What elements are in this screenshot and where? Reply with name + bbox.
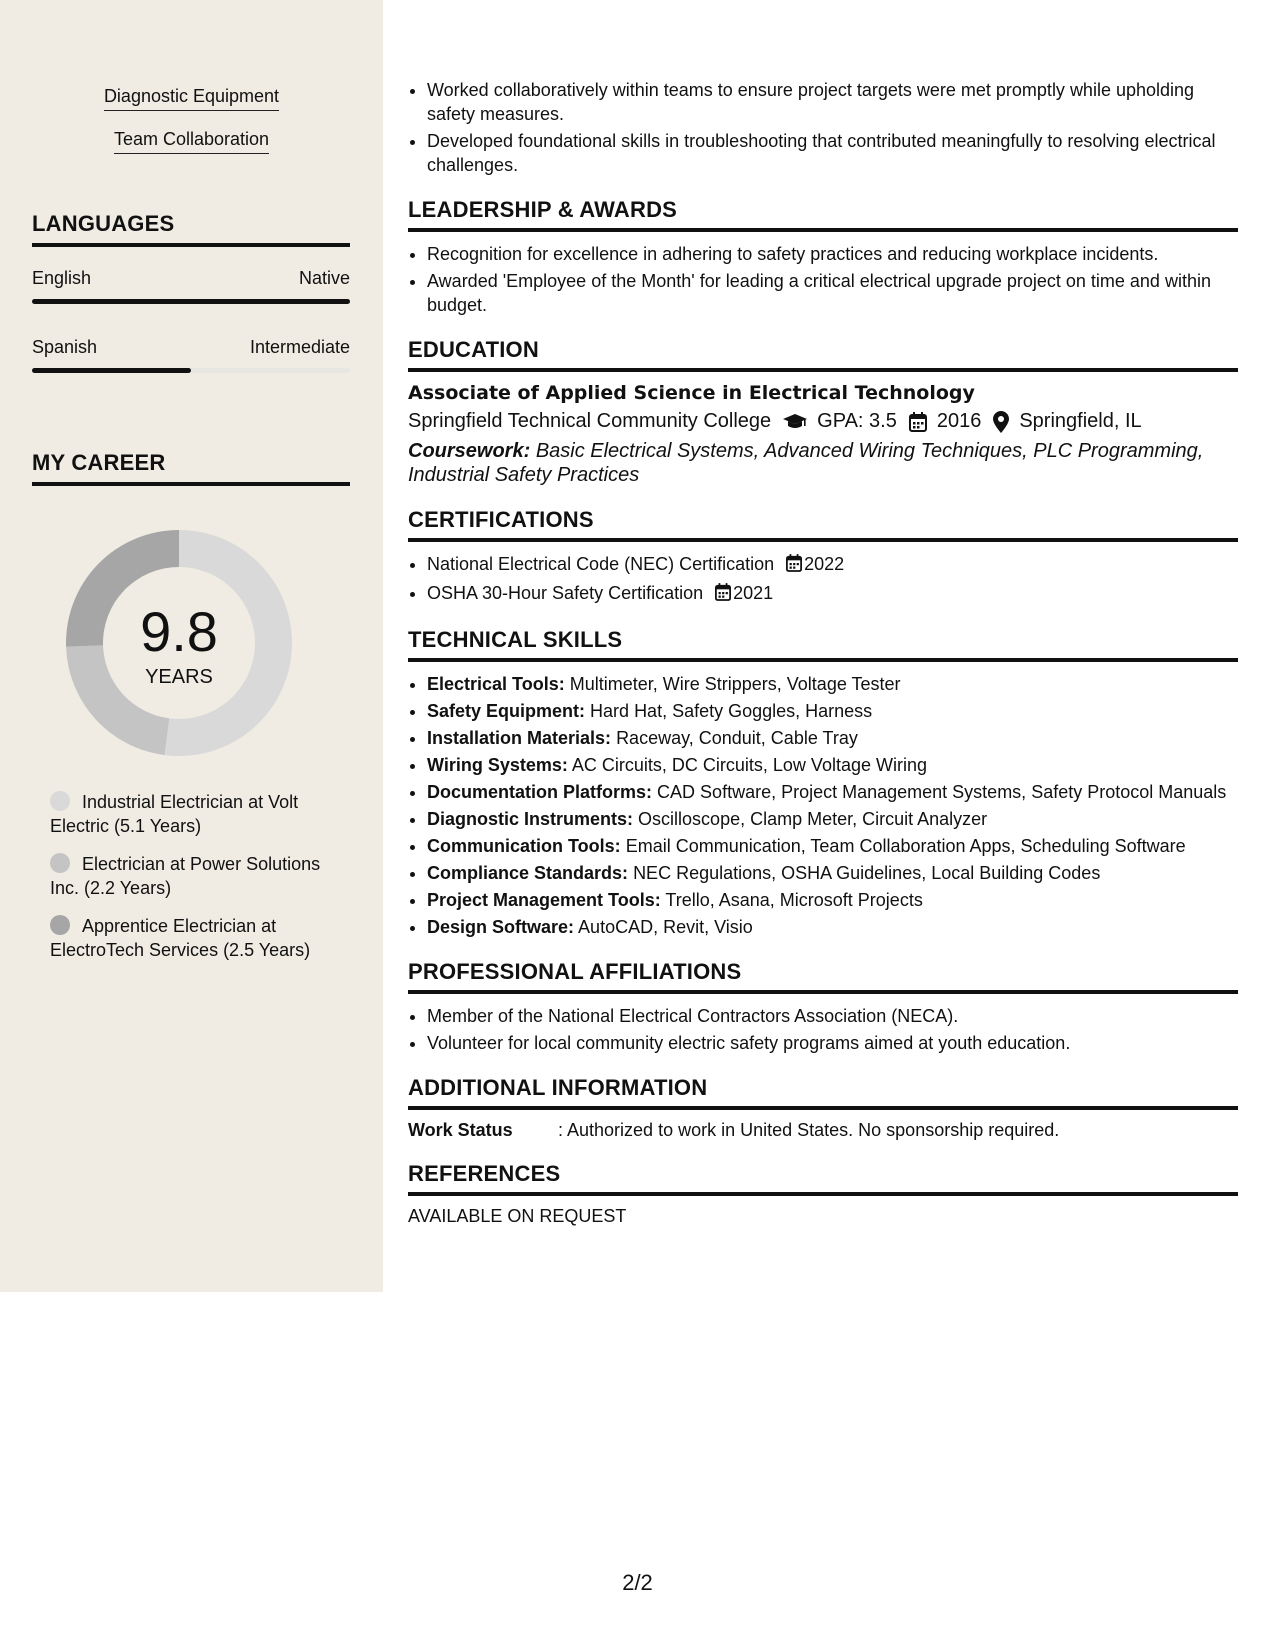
references-text: AVAILABLE ON REQUEST [408,1206,627,1226]
affiliations-heading: PROFESSIONAL AFFILIATIONS [408,959,1238,994]
skill-value: Email Communication, Team Collaboration Apps, Scheduling Software [625,836,1186,856]
career-total-value: 9.8 [140,599,218,663]
skill-value: AutoCAD, Revit, Visio [578,917,753,937]
career-item-label: Industrial Electrician at Volt Electric (5.1 Years) [50,792,299,836]
career-item-label: Electrician at Power Solutions Inc. (2.2 Years) [50,854,321,898]
certification-name: OSHA 30-Hour Safety Certification [427,583,704,603]
leadership-heading: LEADERSHIP & AWARDS [408,197,1238,232]
technical-skills-list [408,672,1238,939]
skill-item [427,726,1238,750]
list-item: • Member of the National Electrical Contractors Association (NECA). [427,1004,1238,1028]
career-item [50,914,340,962]
skill-label: Safety Equipment: [427,701,586,721]
skill-label: Project Management Tools: [427,890,661,910]
page-number: 2/2 [622,1570,653,1595]
skill-value: CAD Software, Project Management Systems, Safety Protocol Manuals [657,782,1227,802]
language-name: Spanish [32,337,98,357]
legend-dot-icon [50,791,70,811]
skill-item [427,753,1238,777]
language-bar-english [32,299,350,304]
language-bar-fill [32,368,191,373]
languages-heading: LANGUAGES [32,211,350,247]
calendar-icon [909,412,927,432]
certifications-heading: CERTIFICATIONS [408,507,1238,542]
legend-dot-icon [50,853,70,873]
skill-label: Diagnostic Instruments: [427,809,634,829]
skill-value: Trello, Asana, Microsoft Projects [665,890,923,910]
career-item [50,852,340,900]
work-status-value: : Authorized to work in United States. No sponsorship required. [558,1120,1060,1140]
skill-label: Wiring Systems: [427,755,568,775]
skill-value: Oscilloscope, Clamp Meter, Circuit Analyzer [638,809,988,829]
career-legend [50,790,340,976]
education-coursework [408,439,1238,487]
references-heading: REFERENCES [408,1161,1238,1196]
certifications-list [408,552,1238,607]
skill-tag: Diagnostic Equipment [104,86,279,111]
affiliations-list [408,1004,1238,1055]
certification-item [427,552,1238,578]
additional-info-heading: ADDITIONAL INFORMATION [408,1075,1238,1110]
skill-label: Communication Tools: [427,836,621,856]
coursework-label: Coursework: [408,440,531,462]
skill-label: Electrical Tools: [427,674,565,694]
skill-label: Design Software: [427,917,575,937]
skill-tag-list [0,86,383,172]
list-item: • Recognition for excellence in adhering to safety practices and reducing workplace incidents. [427,242,1238,266]
career-item-label: Apprentice Electrician at ElectroTech Services (2.5 Years) [50,916,311,960]
language-row-english [32,268,350,289]
certification-year: 2022 [804,554,845,574]
list-item: • Volunteer for local community electric safety programs aimed at youth education. [427,1031,1238,1055]
sidebar [0,0,383,1292]
skill-item [427,888,1238,912]
skill-value: Multimeter, Wire Strippers, Voltage Tester [569,674,901,694]
education-heading: EDUCATION [408,337,1238,372]
language-row-spanish [32,337,350,358]
skill-item [427,780,1238,804]
list-item: • Developed foundational skills in troubleshooting that contributed meaningfully to resolving electrical challenges. [427,129,1238,177]
skill-value: AC Circuits, DC Circuits, Low Voltage Wiring [571,755,927,775]
list-item: • Worked collaboratively within teams to ensure project targets were met promptly while upholding safety measures. [427,78,1238,126]
language-name: English [32,268,92,288]
leadership-list [408,242,1238,317]
skill-item [427,915,1238,939]
education-school: Springfield Technical Community College [408,410,772,432]
education-meta [408,410,1238,433]
language-bar-fill [32,299,350,304]
education-gpa: GPA: 3.5 [817,410,897,432]
skill-label: Installation Materials: [427,728,612,748]
skill-item [427,861,1238,885]
skill-item [427,834,1238,858]
language-bar-spanish [32,368,350,373]
graduation-cap-icon [783,413,807,431]
skill-tag: Team Collaboration [114,129,269,154]
calendar-icon [715,583,731,607]
certification-year: 2021 [733,583,774,603]
skill-value: Raceway, Conduit, Cable Tray [616,728,858,748]
certification-name: National Electrical Code (NEC) Certification [427,554,775,574]
language-level: Native [298,268,350,288]
skill-item [427,672,1238,696]
main-content [408,78,1238,1227]
career-item [50,790,340,838]
coursework-text: Basic Electrical Systems, Advanced Wiring Techniques, PLC Programming, Industrial Safety Practices [408,440,1204,486]
skill-item [427,807,1238,831]
list-item: • Awarded 'Employee of the Month' for leading a critical electrical upgrade project on time and within budget. [427,269,1238,317]
certification-item [427,581,1238,607]
legend-dot-icon [50,915,70,935]
career-donut-chart [66,530,292,756]
career-donut-center [66,530,292,756]
career-total-unit: YEARS [145,665,213,688]
skill-label: Documentation Platforms: [427,782,653,802]
career-heading: MY CAREER [32,450,350,486]
skill-item [427,699,1238,723]
language-level: Intermediate [249,337,350,357]
education-degree: Associate of Applied Science in Electrical Technology [408,382,975,404]
education-year: 2016 [936,410,982,432]
skill-value: NEC Regulations, OSHA Guidelines, Local Building Codes [633,863,1101,883]
calendar-icon [786,554,802,578]
experience-bullets [408,78,1238,177]
work-status-row [408,1120,1238,1141]
skill-value: Hard Hat, Safety Goggles, Harness [590,701,873,721]
technical-skills-heading: TECHNICAL SKILLS [408,627,1238,662]
education-location: Springfield, IL [1019,410,1142,432]
work-status-label: Work Status [408,1120,513,1140]
location-pin-icon [993,411,1009,433]
skill-label: Compliance Standards: [427,863,629,883]
